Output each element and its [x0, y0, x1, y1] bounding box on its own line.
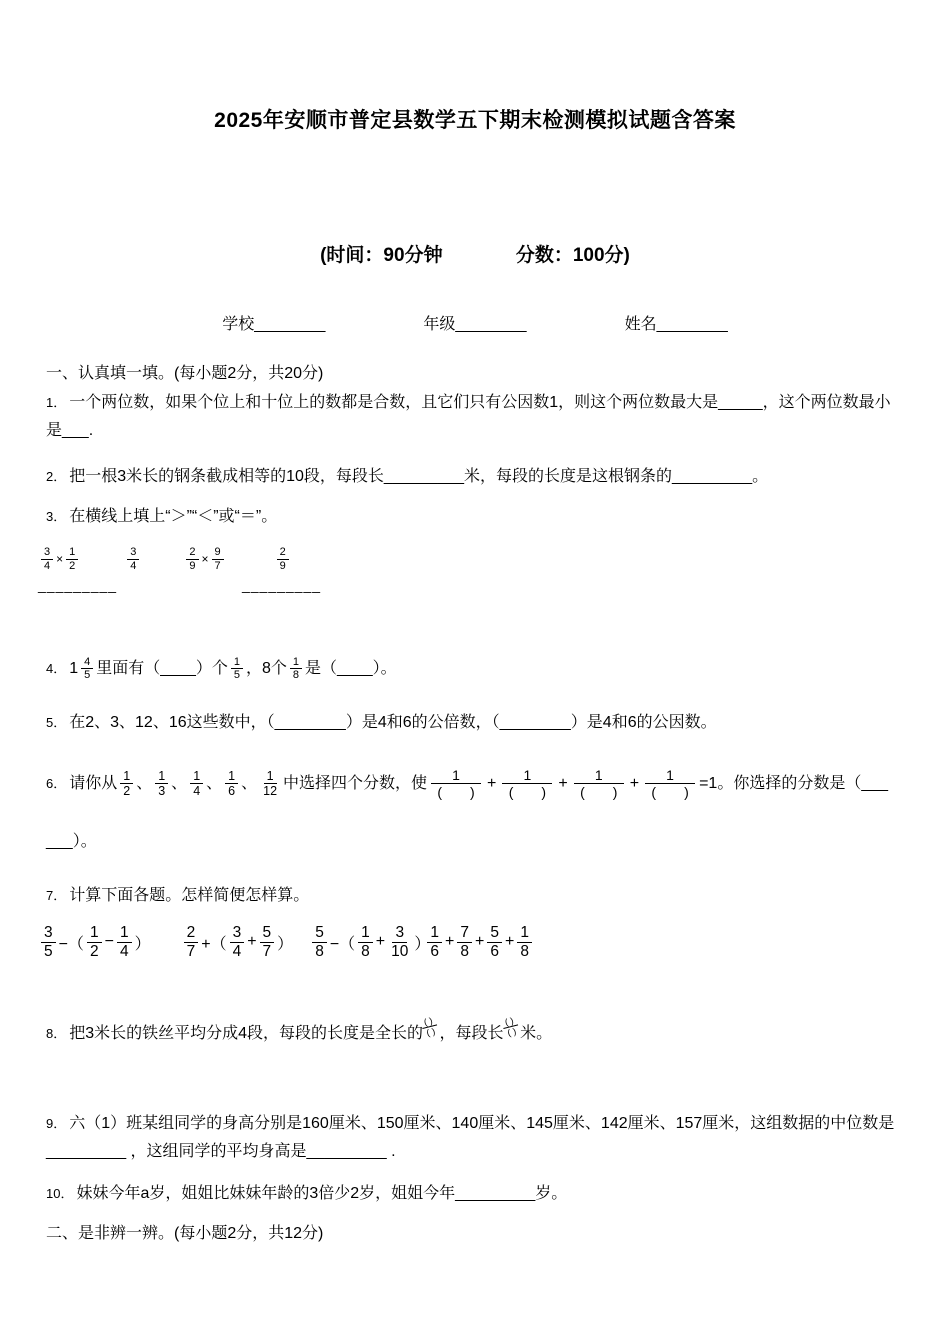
- denominator: 4: [193, 784, 201, 799]
- fraction: [190, 769, 203, 799]
- fraction: [186, 546, 198, 572]
- times-sign: ×: [56, 552, 64, 566]
- question-4-text: 里面有（____）个: [96, 660, 228, 677]
- denominator: 8: [292, 669, 300, 682]
- denominator: 12: [263, 784, 278, 799]
- question-7: [46, 882, 904, 910]
- question-6-text: 。你选择的分数是（___: [717, 774, 889, 792]
- question-7-text: 计算下面各题。怎样简便怎样算。: [69, 887, 310, 905]
- fraction: [230, 924, 245, 961]
- numerator: ( ): [420, 1015, 437, 1030]
- operator: +: [375, 933, 386, 951]
- numerator: 3: [230, 924, 245, 943]
- operator: +: [504, 933, 515, 951]
- question-4-text: 1: [69, 660, 79, 677]
- denominator: 8: [315, 942, 324, 960]
- grade-field: 年级________: [423, 316, 527, 333]
- times-sign: ×: [201, 552, 209, 566]
- denominator: ( ): [651, 784, 689, 801]
- list-separator: 、: [136, 774, 153, 792]
- plus-sign: +: [629, 774, 640, 792]
- question-2-text: 把一根3米长的钢条截成相等的10段，每段长_________米，每段的长度是这根钢条的_________。: [69, 468, 769, 485]
- fraction: [388, 924, 411, 961]
- question-5: [46, 709, 904, 737]
- denominator: 2: [89, 942, 99, 960]
- fraction: [260, 769, 280, 799]
- question-4: [46, 655, 904, 683]
- fraction: [212, 546, 224, 572]
- question-10-text: 妹妹今年a岁，姐姐比妹妹年龄的3倍少2岁，姐姐今年_________岁。: [76, 1185, 568, 1203]
- denominator: 4: [130, 559, 137, 572]
- operator: +: [445, 933, 455, 951]
- question-6: [46, 767, 904, 800]
- question-9-number: 9．: [46, 1116, 67, 1132]
- fraction: [427, 924, 442, 961]
- expression-4: [424, 924, 535, 961]
- question-5-number: 5．: [46, 715, 67, 730]
- numerator: 2: [184, 924, 199, 943]
- question-9-text: 六（1）班某组同学的身高分别是160厘米、150厘米、140厘米、145厘米、142厘米、157厘米，这组数据的中位数是_________ ，这组同学的平均身高是_________ .: [46, 1115, 895, 1161]
- question-10-number: 10．: [46, 1186, 74, 1202]
- numerator: 1: [517, 924, 532, 943]
- total-score-label: 分数：100分): [515, 245, 630, 266]
- fraction: [290, 656, 302, 682]
- numerator: 1: [358, 924, 373, 943]
- question-6-text: 请你从: [69, 774, 118, 792]
- answer-blank: _________: [38, 577, 118, 593]
- fraction: [41, 924, 56, 961]
- numerator: 9: [212, 546, 224, 560]
- question-4-text: 是（____）。: [305, 660, 397, 677]
- question-8-text: 米。: [520, 1025, 553, 1043]
- question-2: [46, 463, 904, 491]
- plus-sign: +: [487, 774, 497, 792]
- denominator: 3: [158, 784, 166, 799]
- denominator: ( ): [508, 784, 547, 801]
- operator: +（: [201, 935, 227, 953]
- question-10: [46, 1180, 904, 1208]
- numerator: 3: [41, 924, 56, 943]
- numerator: 3: [392, 924, 407, 943]
- fraction: [155, 769, 168, 799]
- time-limit-label: (时间：90分钟: [320, 245, 443, 266]
- denominator: 7: [186, 942, 196, 960]
- numerator: 1: [502, 767, 552, 784]
- fraction: [517, 924, 532, 961]
- denominator: 6: [228, 784, 236, 799]
- section1-heading: 一、认真填一填。(每小题2分，共20分): [46, 365, 324, 382]
- numerator: 4: [81, 656, 93, 670]
- fraction: [312, 924, 327, 961]
- fraction-blank: [502, 767, 552, 800]
- numerator: 1: [645, 767, 695, 784]
- denominator: 5: [233, 669, 240, 682]
- question-4-text: ，8个: [246, 660, 287, 677]
- question-2-number: 2．: [46, 469, 67, 484]
- fraction: [260, 924, 275, 961]
- denominator: ( ): [437, 784, 475, 801]
- name-field: 姓名________: [624, 316, 728, 333]
- equals-one: =1: [699, 774, 718, 792]
- operator: +: [475, 933, 485, 951]
- operator: −: [104, 933, 114, 951]
- plus-sign: +: [558, 774, 568, 792]
- numerator: 5: [312, 924, 327, 943]
- denominator: 7: [262, 942, 272, 960]
- fraction: [120, 769, 133, 799]
- question-3-text: 在横线上填上“＞”“＜”或“＝”。: [69, 508, 278, 525]
- question-1-text: 一个两位数，如果个位上和十位上的数都是合数，且它们只有公因数1，则这个两位数最大是_____，这个两位数最小是___.: [46, 394, 891, 439]
- exam-meta-line: [46, 240, 904, 267]
- numerator: 1: [427, 924, 442, 943]
- school-field: 学校________: [222, 316, 326, 333]
- question-1-number: 1．: [46, 395, 67, 410]
- question-3-answer-blanks: [38, 577, 904, 593]
- question-3: [46, 503, 904, 531]
- question-3-expressions: [38, 541, 904, 577]
- question-5-text: 在2、3、12、16这些数中，（________）是4和6的公倍数，（________）是4和6的公因数。: [69, 714, 717, 731]
- fraction: [184, 924, 199, 961]
- numerator: 5: [487, 924, 502, 943]
- numerator: 1: [117, 924, 132, 943]
- list-separator: 、: [241, 774, 258, 792]
- list-separator: 、: [171, 774, 188, 792]
- numerator: 7: [457, 924, 472, 943]
- fraction: [127, 546, 139, 572]
- operator: +: [247, 933, 257, 951]
- fraction: [358, 924, 373, 961]
- question-1: [46, 389, 904, 445]
- denominator: 7: [214, 559, 221, 572]
- numerator: 1: [190, 769, 203, 784]
- operator: −（: [58, 935, 84, 953]
- numerator: ( ): [500, 1015, 517, 1030]
- numerator: 5: [260, 924, 275, 943]
- numerator: 1: [231, 656, 243, 670]
- numerator: 1: [120, 769, 133, 784]
- student-info-line: [46, 311, 904, 334]
- expression-2: [181, 924, 294, 961]
- question-4-number: 4．: [46, 661, 67, 676]
- page-title: 2025年安顺市普定县数学五下期末检测模拟试题含答案: [214, 109, 736, 132]
- numerator: 3: [41, 546, 53, 560]
- numerator: 1: [66, 546, 78, 560]
- question-3-number: 3．: [46, 509, 67, 524]
- denominator: 10: [391, 942, 409, 960]
- fraction: [117, 924, 132, 961]
- operator: −（: [329, 935, 356, 953]
- fraction: [225, 769, 238, 799]
- fraction: [87, 924, 102, 961]
- denominator: 8: [460, 942, 469, 960]
- denominator: 2: [123, 784, 131, 799]
- numerator: 1: [431, 767, 481, 784]
- denominator: 9: [189, 559, 196, 572]
- denominator: 4: [119, 942, 129, 960]
- operator: ）: [414, 935, 431, 953]
- list-separator: 、: [206, 774, 223, 792]
- numerator: 1: [290, 656, 302, 670]
- question-6-number: 6．: [46, 775, 67, 791]
- denominator: ( ): [425, 1026, 437, 1039]
- numerator: 1: [87, 924, 102, 943]
- question-8-number: 8．: [46, 1026, 67, 1042]
- expression-1: [38, 924, 151, 961]
- numerator: 1: [225, 769, 238, 784]
- question-8: [46, 1015, 904, 1048]
- fraction: [231, 656, 243, 682]
- denominator: 2: [69, 559, 76, 572]
- numerator: 3: [127, 546, 139, 560]
- denominator: 8: [361, 942, 370, 960]
- numerator: 1: [264, 769, 277, 784]
- question-9: [46, 1110, 904, 1166]
- expression-3: [309, 924, 430, 961]
- denominator: 5: [84, 669, 91, 682]
- fraction: [487, 924, 502, 961]
- fraction: [457, 924, 472, 961]
- denominator: 4: [44, 559, 51, 572]
- denominator: ( ): [580, 784, 618, 801]
- operator: ）: [134, 935, 151, 953]
- fraction-blank: [431, 767, 481, 800]
- operator: ）: [277, 935, 294, 953]
- denominator: 5: [44, 942, 53, 960]
- question-6-text: 中选择四个分数，使: [283, 774, 428, 792]
- numerator: 1: [574, 767, 624, 784]
- question-7-expressions: [38, 916, 904, 968]
- fraction-blank: [574, 767, 624, 800]
- question-6-continuation: ___）。: [46, 833, 97, 851]
- fraction: [277, 546, 289, 572]
- numerator: 2: [186, 546, 198, 560]
- denominator: 9: [279, 559, 286, 572]
- denominator: 6: [490, 942, 499, 960]
- denominator: ( ): [506, 1026, 517, 1039]
- denominator: 4: [232, 942, 242, 960]
- fraction: [41, 546, 53, 572]
- fraction: [66, 546, 78, 572]
- denominator: 8: [520, 942, 529, 960]
- question-8-text: ，每段长: [439, 1025, 504, 1043]
- numerator: 2: [277, 546, 289, 560]
- numerator: 1: [155, 769, 168, 784]
- question-7-number: 7．: [46, 888, 67, 904]
- question-8-text: 把3米长的铁丝平均分成4段，每段的长度是全长的: [69, 1025, 424, 1043]
- answer-blank: _________: [241, 577, 322, 593]
- fraction: [81, 656, 93, 682]
- section2-heading: 二、是非辨一辨。(每小题2分，共12分): [46, 1225, 324, 1243]
- fraction-blank: [645, 767, 695, 800]
- denominator: 6: [430, 942, 440, 960]
